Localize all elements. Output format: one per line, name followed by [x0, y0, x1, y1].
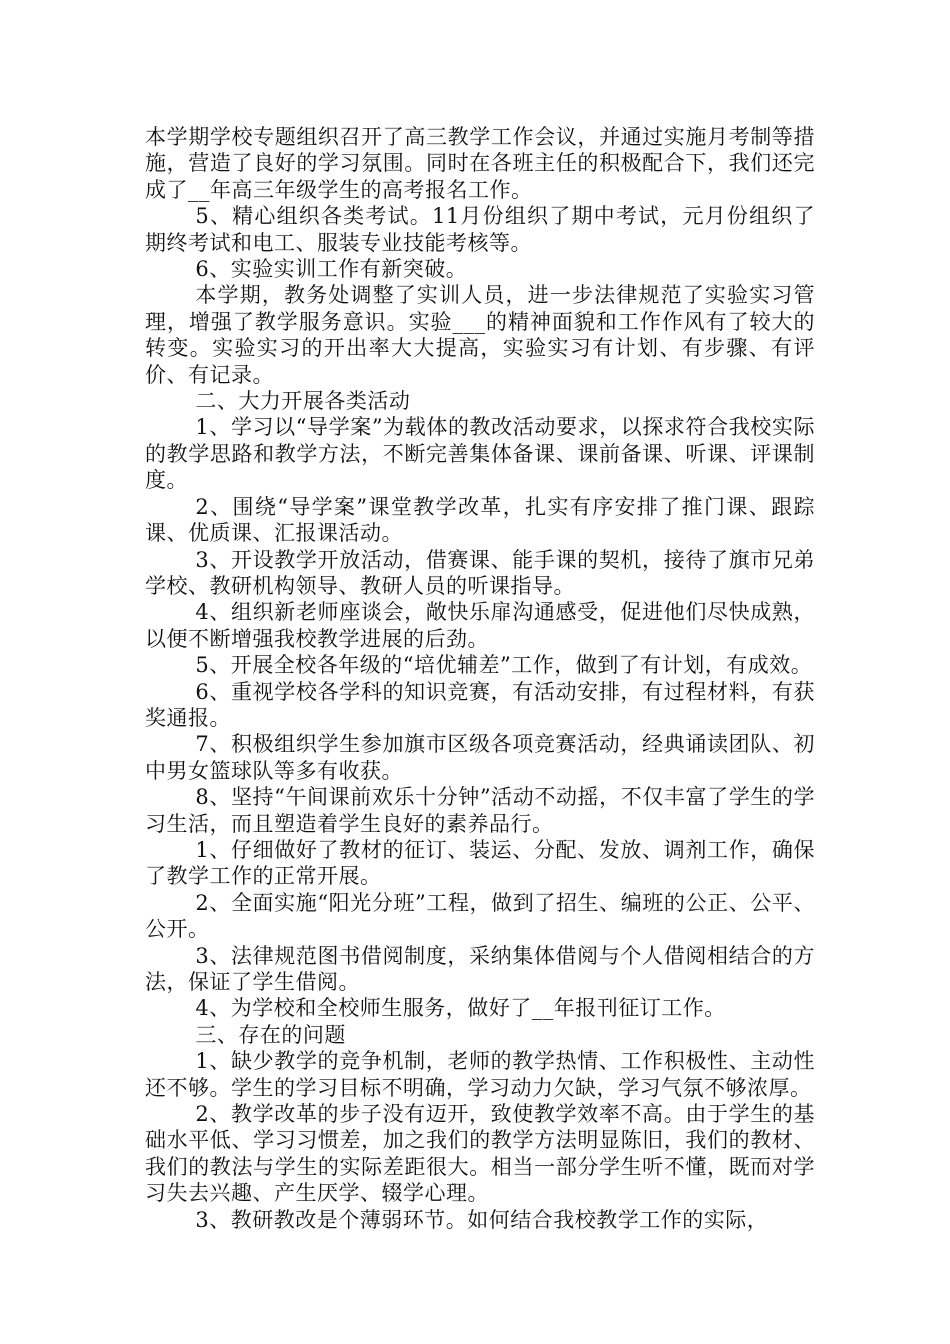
- list-item: 1、学习以“导学案”为载体的教改活动要求，以探求符合我校实际的教学思路和教学方法，不断完善集体备课、课前备课、听课、评课制度。: [145, 415, 815, 493]
- document-page: [145, 124, 815, 1233]
- paragraph-lab-heading: 6、实验实训工作有新突破。: [195, 257, 468, 282]
- paragraph-lab-body: 本学期，教务处调整了实训人员，进一步法律规范了实验实习管理，增强了教学服务意识。实验___的精神面貌和工作作风有了较大的转变。实验实习的开出率大大提高，实验实习有计划、有步骤、有评价、有记录。: [145, 283, 815, 387]
- section-heading-problems: 三、存在的问题: [195, 1022, 346, 1047]
- list-item: 4、组织新老师座谈会，敞快乐扉沟通感受，促进他们尽快成熟，以便不断增强我校教学进展的后劲。: [145, 600, 815, 651]
- list-item: 1、仔细做好了教材的征订、装运、分配、发放、调剂工作，确保了教学工作的正常开展。: [145, 837, 815, 889]
- paragraph-intro: 本学期学校专题组织召开了高三教学工作会议，并通过实施月考制等措施，营造了良好的学习氛围。同时在各班主任的积极配合下，我们还完成了__年高三年级学生的高考报名工作。: [145, 125, 815, 202]
- list-item: 4、为学校和全校师生服务，做好了__年报刊征订工作。: [195, 996, 726, 1021]
- list-item: 2、围绕“导学案”课堂教学改革，扎实有序安排了推门课、跟踪课、优质课、汇报课活动。: [145, 494, 815, 546]
- list-item: 1、缺少教学的竞争机制，老师的教学热情、工作积极性、主动性还不够。学生的学习目标不明确，学习动力欠缺，学习气氛不够浓厚。: [145, 1049, 815, 1100]
- section-heading-activities: 二、大力开展各类活动: [195, 389, 411, 414]
- list-item: 3、法律规范图书借阅制度，采纳集体借阅与个人借阅相结合的方法，保证了学生借阅。: [145, 943, 815, 994]
- paragraph-exams: 5、精心组织各类考试。11月份组织了期中考试，元月份组织了期终考试和电工、服装专业技能考核等。: [145, 204, 815, 255]
- list-item: 5、开展全校各年级的“培优辅差”工作，做到了有计划，有成效。: [195, 653, 813, 678]
- list-item: 2、全面实施“阳光分班”工程，做到了招生、编班的公正、公平、公开。: [145, 890, 815, 942]
- list-item: 3、开设教学开放活动，借赛课、能手课的契机，接待了旗市兄弟学校、教研机构领导、教研人员的听课指导。: [145, 547, 815, 598]
- list-item: 2、教学改革的步子没有迈开，致使教学效率不高。由于学生的基础水平低、学习习惯差，加之我们的教学方法明显陈旧，我们的教材、我们的教法与学生的实际差距很大。相当一部分学生听不懂，既而对学习失去兴趣、产生厌学、辍学心理。: [145, 1102, 815, 1206]
- list-item: 8、坚持“午间课前欢乐十分钟”活动不动摇，不仅丰富了学生的学习生活，而且塑造着学生良好的素养品行。: [145, 785, 815, 836]
- list-item: 6、重视学校各学科的知识竞赛，有活动安排，有过程材料，有获奖通报。: [145, 679, 815, 730]
- list-item: 7、积极组织学生参加旗市区级各项竞赛活动，经典诵读团队、初中男女篮球队等多有收获。: [145, 732, 815, 783]
- list-item: 3、教研教改是个薄弱环节。如何结合我校教学工作的实际，: [195, 1207, 769, 1232]
